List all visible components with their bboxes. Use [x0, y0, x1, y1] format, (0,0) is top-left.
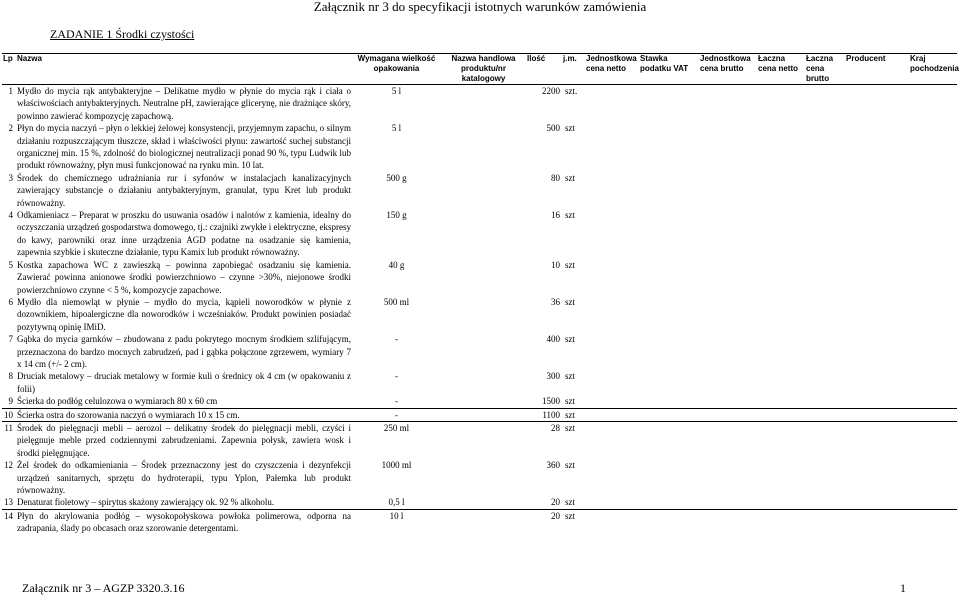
- vat-rate-cell: [639, 209, 699, 259]
- row-number: 12: [4, 460, 13, 471]
- column-header: Stawka podatku VAT: [639, 54, 699, 85]
- trade-name-cell: [441, 122, 526, 172]
- country-cell: [909, 459, 957, 496]
- total-net-cell: [757, 421, 805, 459]
- trade-name-cell: [441, 496, 526, 509]
- total-gross-cell: [805, 370, 845, 395]
- product-description: Mydło do mycia rąk antybakteryjne – Delikatne mydło w płynie do mycia rąk i ciała o właściwościach antybakteryjnych. Neutralne pH, zawierające glicerynę, nie drażniące skóry, powinno zawierać kompozycję zapachową.: [17, 86, 351, 121]
- vat-rate-cell: [639, 459, 699, 496]
- unit-net-price-cell: [585, 259, 639, 296]
- unit-net-price-cell: [585, 496, 639, 509]
- unit: szt: [565, 371, 575, 382]
- footer-reference: Załącznik nr 3 – AGZP 3320.3.16: [22, 581, 185, 595]
- trade-name-cell: [441, 421, 526, 459]
- unit: szt: [562, 496, 585, 509]
- table-row: [2, 370, 957, 395]
- country-cell: [909, 395, 957, 408]
- quantity: 500: [546, 123, 560, 134]
- country-cell: [909, 259, 957, 296]
- total-gross-cell: [805, 122, 845, 172]
- column-header: Wymagana wielkość opakowania: [352, 54, 441, 85]
- vat-rate-cell: [639, 172, 699, 209]
- row-number: 4: [8, 210, 13, 221]
- quantity: 360: [546, 460, 560, 471]
- producer-cell: [845, 408, 909, 421]
- vat-rate-cell: [639, 421, 699, 459]
- total-net-cell: [757, 459, 805, 496]
- product-description: Żel środek do odkamieniania – Środek przeznaczony jest do czyszczenia i dezynfekcji urządzeń sanitarnych, sprzętu do hydroterapii, typu Yplon, Pałemka lub produkt równoważny.: [17, 460, 351, 495]
- table-row: [2, 296, 957, 333]
- country-cell: [909, 122, 957, 172]
- row-number: 1: [8, 86, 13, 96]
- total-net-cell: [757, 408, 805, 421]
- producer-cell: [845, 421, 909, 459]
- country-cell: [909, 333, 957, 370]
- country-cell: [909, 172, 957, 209]
- product-description: Środek do pielęgnacji mebli – aerozol – delikatny środek do pielęgnacji mebli, czyści i pielęgnuje meble przed codziennymi zabrudzeniami. Zapewnia połysk, zawiera wosk i środki pielęgnujące.: [17, 422, 351, 458]
- table-row: [2, 395, 957, 408]
- row-number: 11: [4, 422, 13, 433]
- unit-gross-price-cell: [699, 259, 757, 296]
- quantity: 20: [526, 496, 562, 509]
- total-gross-cell: [805, 296, 845, 333]
- row-number: 8: [8, 371, 13, 382]
- product-description: Odkamieniacz – Preparat w proszku do usuwania osadów i nalotów z kamienia, idealny do oczyszczania urządzeń gospodarstwa domowego, tj.: czajniki zwykłe i elektryczne, ekspresy do kawy, parowniki oraz inne urządzenia AGD podatne na osadzanie się kamienia, zapewnia szybkie i skuteczne działanie, typu Kamix lub produkt równoważny.: [17, 210, 351, 258]
- total-net-cell: [757, 122, 805, 172]
- product-description: Środek do chemicznego udrażniania rur i syfonów w instalacjach kanalizacyjnych zawierający substancje o działaniu antybakteryjnym, granulat, typu Kret lub produkt równoważny.: [17, 172, 351, 208]
- trade-name-cell: [441, 259, 526, 296]
- unit-net-price-cell: [585, 333, 639, 370]
- producer-cell: [845, 259, 909, 296]
- total-net-cell: [757, 296, 805, 333]
- row-number: 5: [8, 259, 13, 270]
- package-size: 40 g: [388, 259, 405, 270]
- column-header: Nazwa handlowa produktu/nr katalogowy: [441, 54, 526, 85]
- package-size: 500 g: [386, 172, 407, 183]
- unit-gross-price-cell: [699, 333, 757, 370]
- vat-rate-cell: [639, 408, 699, 421]
- column-header: Producent: [845, 54, 909, 85]
- product-description: Kostka zapachowa WC z zawieszką – powinna zapobiegać osadzaniu się kamienia. Zawierać powinna anionowe środki powierzchniowo – czynne >30%, niejonowe środki powierzchniowo czynne < 5 %, kompozycje zapachowe.: [17, 259, 351, 295]
- page-number: 1: [900, 581, 906, 595]
- vat-rate-cell: [639, 370, 699, 395]
- vat-rate-cell: [639, 259, 699, 296]
- producer-cell: [845, 85, 909, 123]
- document-title: Załącznik nr 3 do specyfikacji istotnych warunków zamówienia: [313, 0, 647, 14]
- product-description: Gąbka do mycia garnków – zbudowana z padu pokrytego mocnym środkiem szlifującym, przeznaczona do bardzo mocnych zabrudzeń, pad i gąbka połączone zgrzewem, wymiary 7 x 14 cm (+/- 2 cm).: [17, 334, 351, 369]
- total-net-cell: [757, 209, 805, 259]
- total-gross-cell: [805, 209, 845, 259]
- quantity: 20: [551, 510, 560, 521]
- total-net-cell: [757, 496, 805, 509]
- unit-net-price-cell: [585, 122, 639, 172]
- unit-net-price-cell: [585, 85, 639, 123]
- country-cell: [909, 496, 957, 509]
- total-net-cell: [757, 333, 805, 370]
- country-cell: [909, 408, 957, 421]
- unit-net-price-cell: [585, 296, 639, 333]
- package-size: -: [352, 395, 441, 408]
- column-header: Ilość: [526, 54, 562, 85]
- unit: szt: [565, 259, 575, 270]
- unit-net-price-cell: [585, 370, 639, 395]
- package-size: -: [395, 334, 398, 345]
- country-cell: [909, 209, 957, 259]
- product-description: Mydło dla niemowląt w płynie – mydło do mycia, kąpieli noworodków w płynie z dozownikiem, hipoalergiczne dla noworodków i wcześniaków. Produkt powinien posiadać pozytywną opinię IMiD.: [17, 296, 351, 332]
- total-gross-cell: [805, 259, 845, 296]
- unit: szt: [562, 395, 585, 408]
- total-gross-cell: [805, 333, 845, 370]
- total-net-cell: [757, 395, 805, 408]
- country-cell: [909, 296, 957, 333]
- unit: szt: [565, 422, 575, 433]
- table-row: [2, 496, 957, 509]
- producer-cell: [845, 296, 909, 333]
- quantity: 80: [551, 172, 560, 183]
- table-row: [2, 259, 957, 296]
- unit: szt: [565, 460, 575, 471]
- table-header-row: [2, 54, 957, 85]
- column-header: Lp: [2, 54, 16, 85]
- quantity: 1100: [526, 408, 562, 421]
- total-gross-cell: [805, 421, 845, 459]
- table-row: [2, 459, 957, 496]
- producer-cell: [845, 496, 909, 509]
- unit: szt: [565, 296, 575, 307]
- trade-name-cell: [441, 395, 526, 408]
- table-row: [2, 509, 957, 534]
- unit-net-price-cell: [585, 395, 639, 408]
- unit-gross-price-cell: [699, 496, 757, 509]
- trade-name-cell: [441, 459, 526, 496]
- total-net-cell: [757, 85, 805, 123]
- vat-rate-cell: [639, 122, 699, 172]
- unit-gross-price-cell: [699, 85, 757, 123]
- row-number: 7: [8, 334, 13, 345]
- row-number: 9: [2, 395, 16, 408]
- quantity: 16: [551, 210, 560, 221]
- unit-gross-price-cell: [699, 370, 757, 395]
- quantity: 36: [551, 296, 560, 307]
- unit-gross-price-cell: [699, 421, 757, 459]
- unit: szt: [565, 210, 575, 221]
- package-size: 250 ml: [383, 422, 410, 433]
- unit-gross-price-cell: [699, 209, 757, 259]
- unit-gross-price-cell: [699, 395, 757, 408]
- task-subtitle: ZADANIE 1 Środki czystości: [50, 27, 195, 41]
- table-row: [2, 333, 957, 370]
- quantity: 400: [546, 334, 560, 345]
- vat-rate-cell: [639, 496, 699, 509]
- package-size: 5 l: [391, 86, 402, 96]
- producer-cell: [845, 333, 909, 370]
- country-cell: [909, 421, 957, 459]
- country-cell: [909, 85, 957, 123]
- unit: szt: [565, 172, 575, 183]
- package-size: 10 l: [389, 510, 404, 521]
- unit: szt: [565, 334, 575, 345]
- product-description: Ścierka ostra do szorowania naczyń o wymiarach 10 x 15 cm.: [16, 408, 352, 421]
- column-header: Jednostkowa cena brutto: [699, 54, 757, 85]
- country-cell: [909, 370, 957, 395]
- table-row: [2, 85, 957, 123]
- trade-name-cell: [441, 333, 526, 370]
- total-net-cell: [757, 370, 805, 395]
- product-description: Płyn do akrylowania podłóg – wysokopołyskowa powłoka polimerowa, odporna na zadrapania, ślady po obcasach oraz szorowanie detergentami.: [17, 510, 351, 534]
- vat-rate-cell: [639, 296, 699, 333]
- vat-rate-cell: [639, 85, 699, 123]
- unit: szt: [565, 123, 575, 134]
- producer-cell: [845, 395, 909, 408]
- row-number: 6: [8, 296, 13, 307]
- unit: szt: [565, 510, 575, 521]
- column-header: j.m.: [562, 54, 585, 85]
- total-net-cell: [757, 172, 805, 209]
- producer-cell: [845, 370, 909, 395]
- total-net-cell: [757, 509, 805, 534]
- product-description: Płyn do mycia naczyń – płyn o lekkiej żelowej konsystencji, przyjemnym zapachu, o silnym działaniu rozpuszczającym tłuszcze, skład i właściwości płynu: zawartość suchej substancji organicznej min. 15 %, zdolność do biologicznej neutralizacji ponad 90 %, typu Ludwik lub produkt równoważny, płyn musi funkcjonować na rynku min. 10 lat.: [17, 123, 351, 171]
- unit-gross-price-cell: [699, 459, 757, 496]
- table-row: [2, 421, 957, 459]
- package-size: 500 ml: [383, 296, 410, 307]
- trade-name-cell: [441, 370, 526, 395]
- quantity: 300: [546, 371, 560, 382]
- row-number: 13: [2, 496, 16, 509]
- row-number: 3: [8, 172, 13, 183]
- package-size: -: [352, 408, 441, 421]
- total-gross-cell: [805, 496, 845, 509]
- country-cell: [909, 509, 957, 534]
- producer-cell: [845, 172, 909, 209]
- unit-gross-price-cell: [699, 122, 757, 172]
- producer-cell: [845, 459, 909, 496]
- product-description: Denaturat fioletowy – spirytus skażony zawierający ok. 92 % alkoholu.: [16, 496, 352, 509]
- trade-name-cell: [441, 172, 526, 209]
- unit-net-price-cell: [585, 172, 639, 209]
- total-gross-cell: [805, 85, 845, 123]
- table-row: [2, 209, 957, 259]
- package-size: -: [395, 371, 398, 382]
- total-gross-cell: [805, 509, 845, 534]
- quantity: 2200: [542, 86, 560, 96]
- row-number: 2: [8, 123, 13, 134]
- products-table: [2, 53, 957, 535]
- package-size: 0,5 l: [352, 496, 441, 509]
- quantity: 28: [551, 422, 560, 433]
- vat-rate-cell: [639, 509, 699, 534]
- row-number: 14: [4, 510, 13, 521]
- column-header: Kraj pochodzenia: [909, 54, 957, 85]
- trade-name-cell: [441, 408, 526, 421]
- column-header: Jednostkowa cena netto: [585, 54, 639, 85]
- trade-name-cell: [441, 209, 526, 259]
- package-size: 1000 ml: [381, 460, 412, 471]
- vat-rate-cell: [639, 333, 699, 370]
- package-size: 150 g: [386, 210, 407, 221]
- quantity: 1500: [526, 395, 562, 408]
- unit-net-price-cell: [585, 408, 639, 421]
- total-net-cell: [757, 259, 805, 296]
- unit-net-price-cell: [585, 459, 639, 496]
- unit-gross-price-cell: [699, 408, 757, 421]
- quantity: 10: [551, 259, 560, 270]
- table-row: [2, 122, 957, 172]
- unit-gross-price-cell: [699, 172, 757, 209]
- unit: szt.: [565, 86, 578, 96]
- trade-name-cell: [441, 509, 526, 534]
- table-row: [2, 172, 957, 209]
- row-number: 10: [2, 408, 16, 421]
- unit-net-price-cell: [585, 209, 639, 259]
- unit-net-price-cell: [585, 421, 639, 459]
- producer-cell: [845, 209, 909, 259]
- column-header: Łaczna cena netto: [757, 54, 805, 85]
- table-row: [2, 408, 957, 421]
- unit-net-price-cell: [585, 509, 639, 534]
- total-gross-cell: [805, 459, 845, 496]
- trade-name-cell: [441, 296, 526, 333]
- total-gross-cell: [805, 408, 845, 421]
- unit-gross-price-cell: [699, 509, 757, 534]
- producer-cell: [845, 122, 909, 172]
- product-description: Druciak metalowy – druciak metalowy w formie kuli o średnicy ok 4 cm (w opakowaniu z folii): [17, 371, 351, 394]
- package-size: 5 l: [391, 123, 402, 134]
- column-header: Nazwa: [16, 54, 352, 85]
- total-gross-cell: [805, 172, 845, 209]
- unit-gross-price-cell: [699, 296, 757, 333]
- trade-name-cell: [441, 85, 526, 123]
- vat-rate-cell: [639, 395, 699, 408]
- producer-cell: [845, 509, 909, 534]
- total-gross-cell: [805, 395, 845, 408]
- unit: szt: [562, 408, 585, 421]
- column-header: Łaczna cena brutto: [805, 54, 845, 85]
- product-description: Ścierka do podłóg celulozowa o wymiarach 80 x 60 cm: [16, 395, 352, 408]
